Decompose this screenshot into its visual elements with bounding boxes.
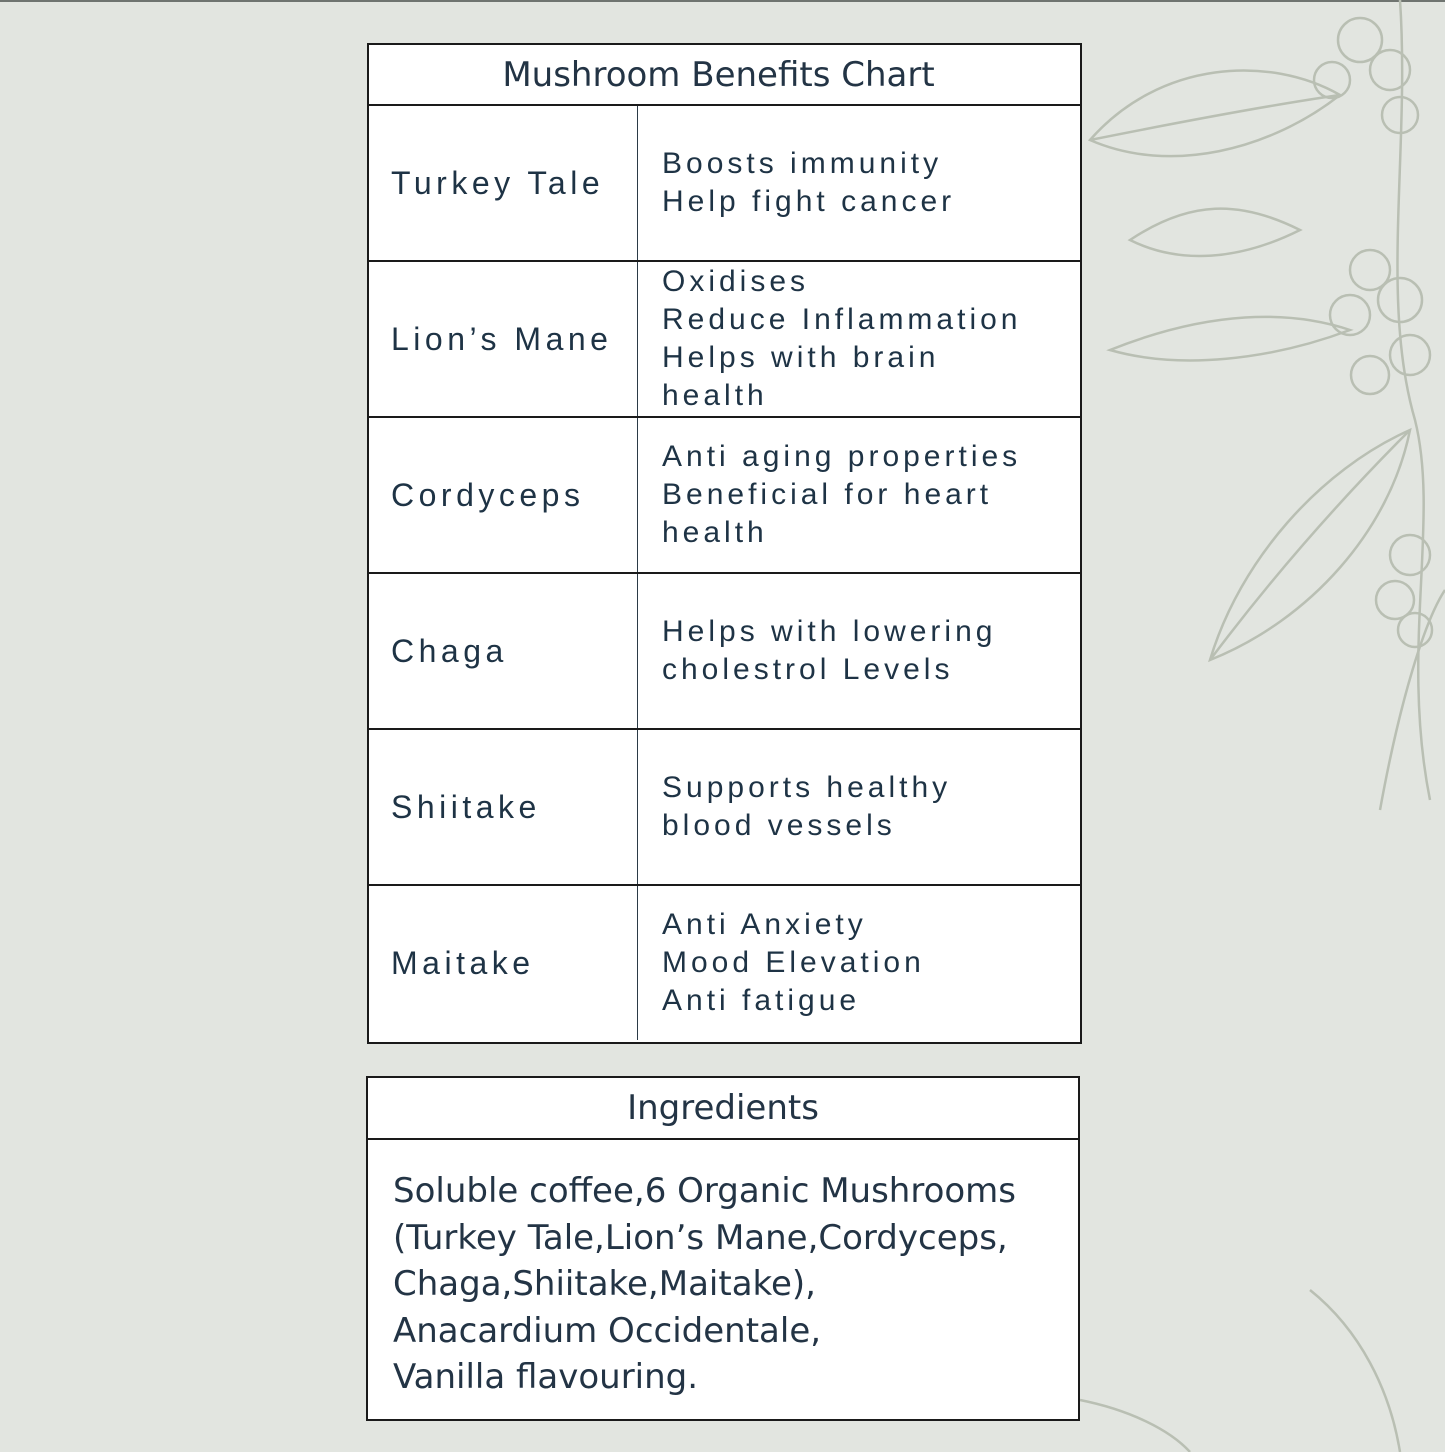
benefit-line: Boosts immunity <box>662 147 943 180</box>
mushroom-name: Turkey Tale <box>369 106 638 260</box>
benefit-line: blood vessels <box>662 809 896 842</box>
table-row <box>369 574 1080 730</box>
benefit-line: Anti aging properties <box>662 440 1022 473</box>
table-row <box>369 886 1080 1040</box>
mushroom-benefits <box>638 418 1080 572</box>
benefits-chart-title: Mushroom Benefits Chart <box>369 45 1080 106</box>
table-row <box>369 262 1080 418</box>
benefit-line: Help fight cancer <box>662 185 956 218</box>
ingredients-title: Ingredients <box>368 1078 1078 1140</box>
benefit-line: Mood Elevation <box>662 946 925 979</box>
benefit-line: Anti Anxiety <box>662 908 867 941</box>
benefit-line: Helps with lowering <box>662 615 997 648</box>
mushroom-name: Maitake <box>369 886 638 1040</box>
coffee-plant-illustration-icon <box>1070 0 1445 1452</box>
mushroom-benefits <box>638 574 1080 728</box>
mushroom-benefits-table <box>367 43 1082 1044</box>
ingredient-line: Vanilla flavouring. <box>393 1357 699 1397</box>
ingredients-list <box>368 1140 1078 1401</box>
benefit-line: Supports healthy <box>662 771 952 804</box>
ingredients-box <box>366 1076 1080 1421</box>
mushroom-benefits <box>638 262 1080 416</box>
table-row <box>369 418 1080 574</box>
mushroom-benefits <box>638 730 1080 884</box>
mushroom-name: Lion’s Mane <box>369 262 638 416</box>
table-row <box>369 106 1080 262</box>
mushroom-benefits <box>638 106 1080 260</box>
ingredient-line: Soluble coffee,6 Organic Mushrooms <box>393 1171 1017 1211</box>
benefit-line: Anti fatigue <box>662 984 861 1017</box>
benefit-line: health <box>662 379 768 412</box>
table-row <box>369 730 1080 886</box>
mushroom-benefits <box>638 886 1080 1040</box>
benefits-rows <box>369 106 1080 1040</box>
benefit-line: Reduce Inflammation <box>662 303 1022 336</box>
benefit-line: cholestrol Levels <box>662 653 954 686</box>
benefit-line: Helps with brain <box>662 341 940 374</box>
ingredient-line: Chaga,Shiitake,Maitake), <box>393 1264 816 1304</box>
ingredient-line: (Turkey Tale,Lion’s Mane,Cordyceps, <box>393 1217 1008 1258</box>
mushroom-name: Cordyceps <box>369 418 638 572</box>
benefit-line: Oxidises <box>662 265 810 298</box>
mushroom-name: Shiitake <box>369 730 638 884</box>
mushroom-name: Chaga <box>369 574 638 728</box>
ingredient-line: Anacardium Occidentale, <box>393 1310 822 1351</box>
benefit-line: health <box>662 516 768 549</box>
benefit-line: Beneficial for heart <box>662 478 993 511</box>
